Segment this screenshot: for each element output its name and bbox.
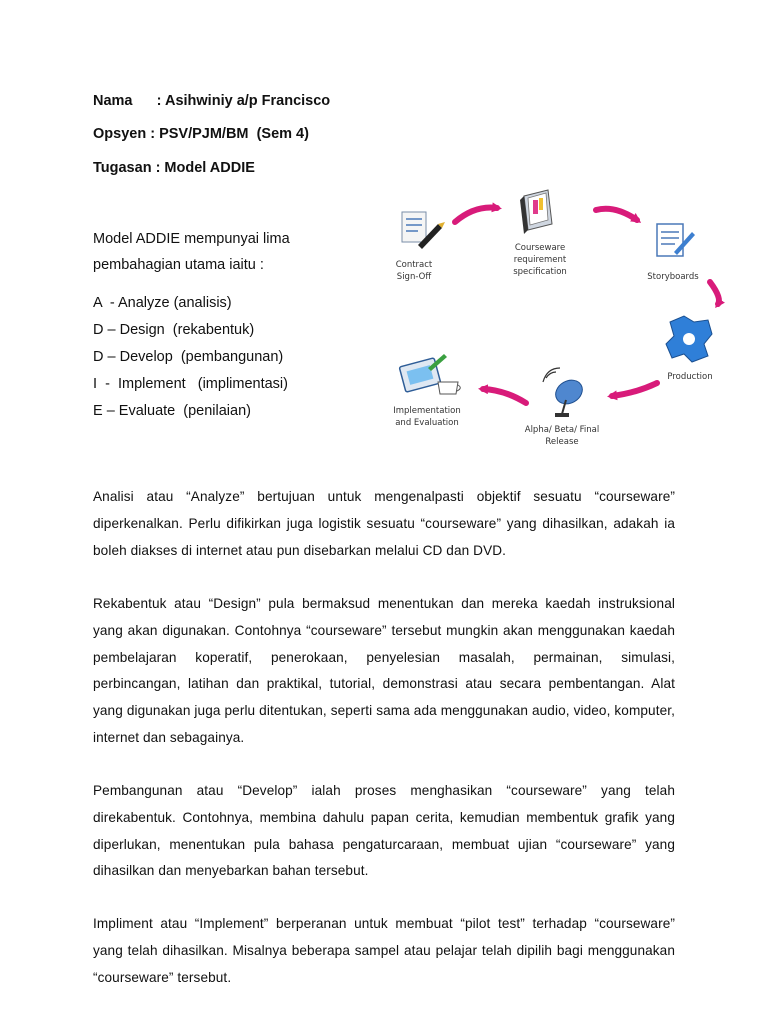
satellite-dish-icon [543,368,587,417]
label-contract-1: Contract [395,260,433,270]
assignment-title: Tugasan : Model ADDIE [93,160,255,176]
phase-develop: D – Develop (pembangunan) [93,349,284,365]
label-requirement-1: Courseware [514,243,566,253]
label-production: Production [667,372,713,382]
phase-analyze: A - Analyze (analisis) [93,295,232,311]
book-icon [520,190,552,234]
label-storyboards: Storyboards [647,272,699,282]
intro-line-1: Model ADDIE mempunyai lima [93,231,290,247]
paragraph-implement: Impliment atau “Implement” berperanan untuk membuat “pilot test” terhadap “courseware” yang telah dihasilkan. Misalnya beberapa sampel atau pelajar telah dipilih bagi menggunakan “courseware” tersebut. [93,916,675,985]
intro-line-2: pembahagian utama iaitu : [93,257,264,273]
label-requirement-2: requirement [513,255,567,265]
arrow-production-to-release [612,383,657,396]
paragraph-analyze: Analisi atau “Analyze” bertujuan untuk mengenalpasti objektif sesuatu “courseware” diperkenalkan. Perlu difikirkan juga logistik sesuatu “courseware” yang dihasilkan, adakah ia boleh diakses di internet atau pun disebarkan melalui CD dan DVD. [93,489,675,558]
phase-evaluate: E – Evaluate (penilaian) [93,403,251,419]
label-implementation-1: Implementation [393,406,461,416]
arrow-release-to-implementation [483,389,526,403]
storyboard-icon [657,224,695,256]
option-line: Opsyen : PSV/PJM/BM (Sem 4) [93,126,309,142]
arrow-contract-to-requirement [455,208,497,222]
name-line: Nama : Asihwiniy a/p Francisco [93,93,331,109]
paragraph-develop: Pembangunan atau “Develop” ialah proses menghasikan “courseware” yang telah direkabentuk. Contohnya, membina dahulu papan cerita, kemudian membentuk grafik yang diperlukan, menentukan pula bahasa pengaturcaraan, membuat ujian “courseware” yang dihasilkan dan menyebarkan bahan tersebut. [93,783,675,879]
contract-icon [402,212,445,249]
arrow-requirement-to-storyboard [596,209,637,220]
gear-icon [666,316,712,362]
arrow-storyboard-to-production [710,282,719,304]
phase-list [93,290,288,425]
phase-implement: I - Implement (implimentasi) [93,376,288,392]
evaluation-icon [399,354,460,394]
label-contract-2: Sign-Off [396,272,432,282]
paragraph-design: Rekabentuk atau “Design” pula bermaksud menentukan dan mereka kaedah instruksional yang akan digunakan. Contohnya “courseware” tersebut mungkin akan menggunakan kaedah pembelajaran koperatif, penerokaan, penyelesian masalah, permainan, simulasi, perbincangan, latihan dan praktikal, tutorial, demonstrasi atau secara pembentangan. Alat yang digunakan juga perlu ditentukan, seperti sama ada menggunakan audio, video, komputer, internet dan sebagainya. [93,596,675,745]
addie-cycle-diagram [380,180,740,460]
intro-text [93,226,290,278]
label-implementation-2: and Evaluation [395,418,459,428]
phase-design: D – Design (rekabentuk) [93,322,255,338]
label-requirement-3: specification [513,267,567,277]
label-release-1: Alpha/ Beta/ Final [524,425,600,435]
label-release-2: Release [545,437,579,447]
